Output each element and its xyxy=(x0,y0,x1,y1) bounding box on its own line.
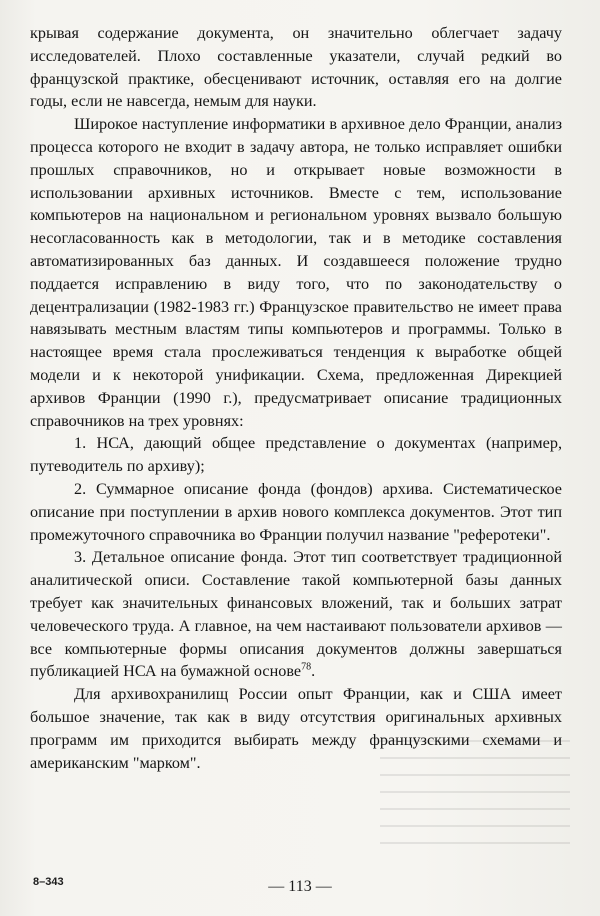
body-text xyxy=(30,22,562,774)
list-item-level-3: 3. Детальное описание фонда. Этот тип соответствует традиционной аналитической описи. Составление такой компьютерной базы данных требует как значительных финансовых вложений, так и больших затрат человеческого труда. А главное, на чем настаивают пользователи архивов — все компьютерные формы описания документов должны завершаться публикацией НСА на бумажной основе$^{78}$. xyxy=(30,548,562,681)
page-number: — 113 — xyxy=(268,878,332,895)
list-item-level-3-text: 3. Детальное описание фонда. Этот тип соответствует традиционной аналитической описи. Составление такой компьютерной базы данных требует как значительных финансовых вложений, так и больших затрат человеческого труда. А главное, на чем настаивают пользователи архивов — все компьютерные формы описания документов должны завершаться публикацией НСА на бумажной основе xyxy=(30,548,562,681)
paragraph-continuation: крывая содержание документа, он значительно облегчает задачу исследователей. Плохо составленные указатели, случай редкий во французской практике, обесценивают источник, оставляя его на долгие годы, если не навсегда, немым для науки. xyxy=(30,24,562,111)
printer-signature: 8–343 xyxy=(33,876,64,888)
paragraph-russia: Для архивохранилищ России опыт Франции, как и США имеет большое значение, так как в виду отсутствия оригинальных архивных программ им приходится выбирать между французскими схемами и американским "марком". xyxy=(30,685,562,772)
list-item-level-2: 2. Суммарное описание фонда (фондов) архива. Систематическое описание при поступлении в архив нового комплекса документов. Этот тип промежуточного справочника во Франции получил название "реферотеки". xyxy=(30,479,562,544)
paragraph-informatics: Широкое наступление информатики в архивное дело Франции, анализ процесса которого не входит в задачу автора, не только исправляет ошибки прошлых справочников, но и открывает новые возможности в использовании архивных источников. Вместе с тем, использование компьютеров на национальном и региональном уровнях вызвало большую несогласованность как в методологии, так и в методике составления автоматизированных баз данных. И создавшееся положение трудно поддается исправлению в виду того, что по законодательству о децентрализации (1982-1983 гг.) Французское правительство не имеет права навязывать местным властям типы компьютеров и программы. Только в настоящее время стала прослеживаться тенденция к выработке общей модели и к некоторой унификации. Схема, предложенная Дирекцией архивов Франции (1990 г.), предусматривает описание традиционных справочников на трех уровнях: xyxy=(30,115,562,430)
footnote-reference: 78 xyxy=(301,661,312,673)
list-item-level-1: 1. НСА, дающий общее представление о документах (например, путеводитель по архиву); xyxy=(30,434,562,476)
